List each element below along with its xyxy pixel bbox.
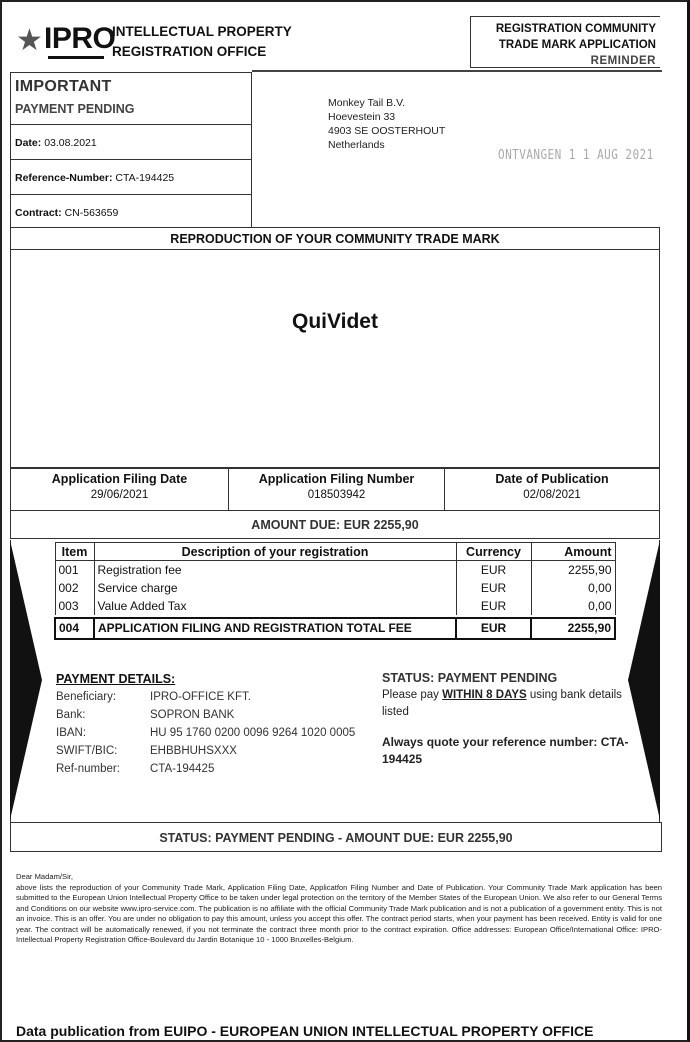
doc-type-reminder: REMINDER (590, 55, 656, 67)
total-description: APPLICATION FILING AND REGISTRATION TOTAL FEE (94, 618, 456, 639)
table-row (55, 579, 615, 597)
swift-label: SWIFT/BIC: (56, 745, 118, 757)
bank-row (56, 706, 355, 724)
swift-row (56, 742, 355, 760)
column-header-description: Description of your registration (94, 543, 456, 561)
filing-info-row (10, 467, 660, 511)
publication-date-label: Date of Publication (495, 472, 609, 486)
total-amount: 2255,90 (531, 618, 615, 639)
contract-row (11, 195, 251, 230)
document-type-box (470, 16, 660, 68)
terms-letter (16, 872, 662, 946)
important-block (11, 73, 251, 125)
status-summary-bar: STATUS: PAYMENT PENDING - AMOUNT DUE: EUR 2255,90 (10, 822, 662, 852)
column-header-currency: Currency (456, 543, 531, 561)
publication-date-value: 02/08/2021 (523, 489, 581, 501)
contract-value: CN-563659 (64, 207, 119, 219)
table-total-row (55, 618, 615, 639)
address-line: 4903 SE OOSTERHOUT (328, 125, 446, 137)
important-heading: IMPORTANT (15, 78, 112, 95)
total-item-number: 004 (55, 618, 94, 639)
letter-salutation: Dear Madam/Sir, (16, 872, 73, 881)
letter-body: above lists the reproduction of your Community Trade Mark, Application Filing Date, Applicatfon Filing Number and Date of Publication. Your Community Trade Mark application has been submitted to the European Union Intellectual Property Office to be taken under legal protection on the territory of the Member States of the European Union. We also refer to our General Terms and Conditions on our website www.ipro-service.com. The publication is no affiliate with the official Community Trade Mark publication and is not a publication of a government entity. This is not an invoice. This is an offer. You are under no obligation to pay this amount, unless you accept this offer. The contract period starts, when your payment has been received. Entity is valid for one year. The contract will be automatically renewed, if you not terminate the contract three month prior to the contract expiration. Office addresses: European Office/International Office: IPRO-Intellectual Property Registration Office-Boulevard du Jardin Botanique 10 - 1000 Bruxelles-Belgium. (16, 882, 662, 944)
item-amount: 2255,90 (531, 561, 615, 579)
address-line: Monkey Tail B.V. (328, 97, 406, 109)
column-header-item: Item (55, 543, 94, 561)
doc-type-line1: REGISTRATION COMMUNITY (495, 23, 656, 35)
footer-source-note: Data publication from EUIPO - EUROPEAN UNION INTELLECTUAL PROPERTY OFFICE (16, 1023, 594, 1039)
payment-instruction (382, 687, 632, 721)
filing-date-cell (11, 468, 229, 510)
reference-label: Reference-Number: (15, 172, 113, 184)
swift-value: EHBBHUHSXXX (150, 745, 237, 757)
iban-row (56, 724, 355, 742)
ref-number-row (56, 760, 355, 778)
payment-pending-label: PAYMENT PENDING (15, 102, 135, 116)
contract-label: Contract: (15, 207, 62, 219)
reference-row (11, 160, 251, 195)
trade-mark-reproduction (10, 227, 660, 469)
item-description: Value Added Tax (94, 597, 456, 615)
beneficiary-label: Beneficiary: (56, 691, 117, 703)
ipro-logo (14, 16, 304, 64)
star-icon: ★ (16, 24, 43, 57)
bank-value: SOPRON BANK (150, 709, 235, 721)
info-panel (10, 72, 252, 228)
date-row (11, 125, 251, 160)
left-arrow-decoration (10, 540, 42, 820)
item-amount: 0,00 (531, 597, 615, 615)
item-currency: EUR (456, 561, 531, 579)
item-number: 001 (55, 561, 94, 579)
item-description: Service charge (94, 579, 456, 597)
reproduction-title: REPRODUCTION OF YOUR COMMUNITY TRADE MARK (11, 228, 659, 250)
recipient-address (328, 96, 445, 152)
table-row (55, 561, 615, 579)
status-block (382, 670, 632, 768)
filing-date-value: 29/06/2021 (90, 489, 149, 501)
right-arrow-decoration (628, 540, 660, 820)
table-header-row (55, 543, 615, 561)
fee-items-table (54, 542, 616, 640)
bank-label: Bank: (56, 709, 86, 721)
office-name-line1: INTELLECTUAL PROPERTY (112, 24, 292, 39)
beneficiary-row (56, 688, 355, 706)
filing-number-value: 018503942 (307, 489, 366, 501)
item-description: Registration fee (94, 561, 456, 579)
payment-details (56, 670, 355, 778)
status-heading: STATUS: PAYMENT PENDING (382, 671, 558, 685)
item-currency: EUR (456, 579, 531, 597)
item-number: 002 (55, 579, 94, 597)
using-bank-text: using bank details listed (382, 689, 622, 718)
publication-date-cell (445, 468, 659, 510)
total-currency: EUR (456, 618, 531, 639)
iban-label: IBAN: (56, 727, 87, 739)
filing-number-cell (229, 468, 445, 510)
reference-quote-note: Always quote your reference number: CTA-194425 (382, 735, 629, 766)
date-label: Date: (15, 137, 42, 149)
iban-value: HU 95 1760 0200 0096 9264 1020 0005 (150, 727, 356, 739)
payment-details-heading: PAYMENT DETAILS: (56, 672, 176, 686)
filing-date-label: Application Filing Date (51, 472, 188, 486)
received-stamp: ONTVANGEN 1 1 AUG 2021 (498, 148, 654, 163)
date-value: 03.08.2021 (44, 137, 97, 149)
please-pay-text: Please pay (382, 689, 439, 701)
table-row (55, 597, 615, 615)
logo-text: IPRO (44, 22, 116, 55)
logo-underline (48, 56, 104, 59)
amount-due-bar: AMOUNT DUE: EUR 2255,90 (10, 511, 660, 539)
office-name-line2: REGISTRATION OFFICE (112, 44, 267, 59)
address-line: Netherlands (328, 139, 385, 151)
filing-number-label: Application Filing Number (258, 472, 415, 486)
address-line: Hoevestein 33 (328, 111, 396, 123)
beneficiary-value: IPRO-OFFICE KFT. (150, 691, 251, 703)
ref-number-label: Ref-number: (56, 763, 120, 775)
item-currency: EUR (456, 597, 531, 615)
within-days-text: WITHIN 8 DAYS (442, 689, 527, 701)
header-divider (252, 70, 662, 72)
doc-type-line2: TRADE MARK APPLICATION (498, 39, 656, 51)
trade-mark-name: QuiVidet (292, 310, 378, 333)
column-header-amount: Amount (531, 543, 615, 561)
item-number: 003 (55, 597, 94, 615)
reference-value: CTA-194425 (115, 172, 175, 184)
ref-number-value: CTA-194425 (150, 763, 215, 775)
item-amount: 0,00 (531, 579, 615, 597)
